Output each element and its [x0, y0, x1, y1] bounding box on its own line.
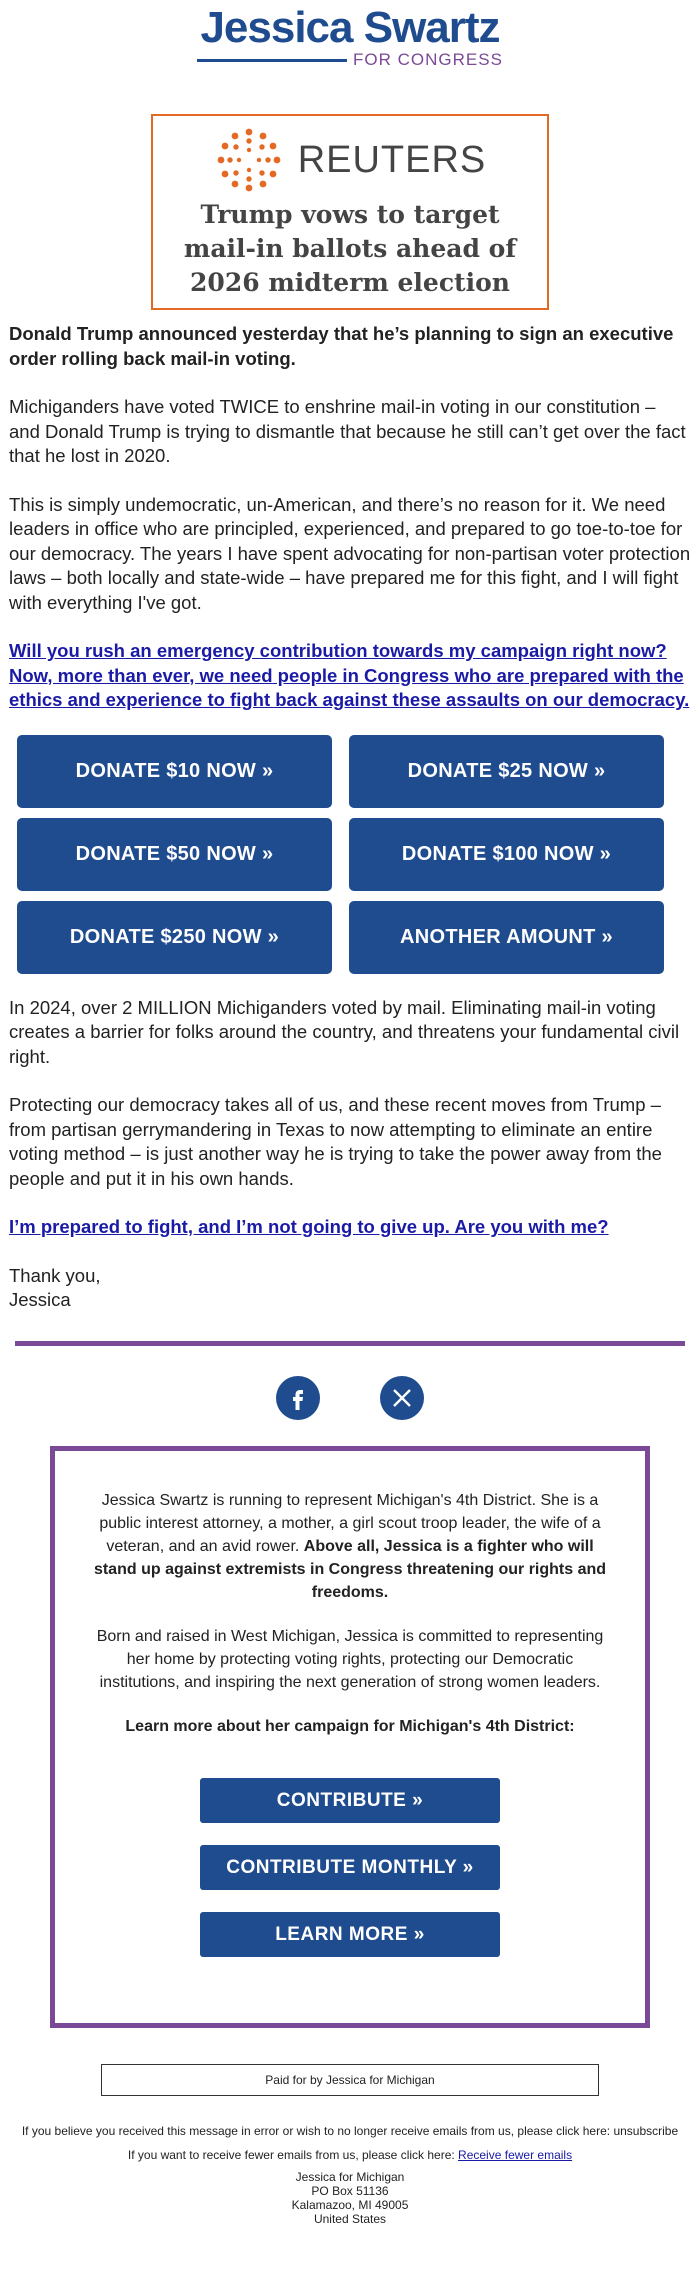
section-divider: [15, 1341, 685, 1346]
donate-50-button[interactable]: DONATE $50 NOW »: [17, 818, 332, 891]
contribute-monthly-button[interactable]: CONTRIBUTE MONTHLY »: [200, 1845, 500, 1890]
paragraph-2: Michiganders have voted TWICE to enshrine mail-in voting in our constitution – and Donald Trump is trying to dismantle that because he still can’t get over the fact that he lost in 2020.: [9, 396, 686, 466]
donate-other-amount-button[interactable]: ANOTHER AMOUNT »: [349, 901, 664, 974]
address-line-4: United States: [313, 2211, 387, 2226]
address-line-1: Jessica for Michigan: [295, 2169, 405, 2184]
fight-link[interactable]: I’m prepared to fight, and I’m not going to give up. Are you with me?: [9, 1216, 609, 1237]
paragraph-5: Protecting our democracy takes all of us, and these recent moves from Trump – from partisan gerrymandering in Texas to now attempting to eliminate an entire voting method – is just another way he is trying to take the power away from the people and put it in his own hands.: [9, 1094, 662, 1189]
learn-more-button[interactable]: LEARN MORE »: [200, 1912, 500, 1957]
letter-body: [0, 322, 700, 713]
logo-name: Jessica Swartz: [200, 3, 500, 52]
mailing-address: [0, 2170, 700, 2226]
logo-rule: [197, 59, 347, 62]
facebook-icon[interactable]: [276, 1376, 320, 1420]
bio-intro: Jessica Swartz is running to represent Michigan's 4th District. She is a public interest attorney, a mother, a girl scout troop leader, the wife of a veteran, and an avid rower.: [99, 1491, 601, 1555]
donate-10-button[interactable]: DONATE $10 NOW »: [17, 735, 332, 808]
contribute-button[interactable]: CONTRIBUTE »: [200, 1778, 500, 1823]
reuters-dots-icon: [214, 125, 284, 195]
donate-button-grid: [17, 735, 700, 974]
article-headline: Trump vows to target mail-in ballots ahead of 2026 midterm election: [183, 200, 517, 297]
address-line-3: Kalamazoo, MI 49005: [291, 2197, 409, 2212]
bio-box: [50, 1446, 650, 2028]
letter-body-continued: [0, 996, 700, 1313]
x-icon[interactable]: [380, 1376, 424, 1420]
fewer-emails-line: [0, 2148, 700, 2162]
bio-highlight: Above all, Jessica is a fighter who will stand up against extremists in Congress threatening our rights and freedoms.: [93, 1537, 607, 1601]
donate-250-button[interactable]: DONATE $250 NOW »: [17, 901, 332, 974]
address-line-2: PO Box 51136: [311, 2183, 389, 2198]
thanks-text: Thank you,: [9, 1264, 101, 1286]
signature: Jessica: [9, 1289, 71, 1310]
donate-25-button[interactable]: DONATE $25 NOW »: [349, 735, 664, 808]
article-card[interactable]: [151, 114, 549, 310]
paragraph-3: This is simply undemocratic, un-American, and there’s no reason for it. We need leaders in office who are principled, experienced, and prepared to go toe-to-toe for our democracy. The years I have spent advocating for non-partisan voter protection laws – both locally and state-wide – have prepared me for this fight, and I will fight with everything I've got.: [9, 493, 691, 613]
contribution-ask-link[interactable]: Will you rush an emergency contribution towards my campaign right now? Now, more than ever, we need people in Congress who are prepared with the ethics and experience to fight back against these assaults on our democracy.: [9, 640, 690, 710]
reuters-logo: [153, 130, 547, 190]
lead-paragraph: Donald Trump announced yesterday that he’s planning to sign an executive order rolling back mail-in voting.: [9, 323, 674, 369]
fewer-emails-link[interactable]: Receive fewer emails: [458, 2147, 573, 2162]
reuters-wordmark: REUTERS: [297, 138, 487, 181]
paragraph-4: In 2024, over 2 MILLION Michiganders voted by mail. Eliminating mail-in voting creates a barrier for folks around the country, and threatens your fundamental civil right.: [9, 996, 680, 1067]
bio-paragraph-2: Born and raised in West Michigan, Jessica is committed to representing her home by protecting voting rights, protecting our Democratic institutions, and inspiring the next generation of strong women leaders.: [96, 1627, 604, 1691]
bio-learn-more-text: Learn more about her campaign for Michigan's 4th District:: [125, 1717, 575, 1735]
campaign-logo[interactable]: [0, 0, 700, 69]
unsubscribe-text[interactable]: If you believe you received this message in error or wish to no longer receive emails from us, please click here: unsubscribe: [21, 2123, 679, 2138]
social-links: [0, 1376, 700, 1420]
fewer-emails-text: If you want to receive fewer emails from us, please click here:: [127, 2147, 459, 2162]
logo-sub: FOR CONGRESS: [353, 50, 503, 69]
closing: [9, 1264, 691, 1313]
paid-for-disclaimer: Paid for by Jessica for Michigan: [101, 2064, 599, 2096]
donate-100-button[interactable]: DONATE $100 NOW »: [349, 818, 664, 891]
bio-paragraph-1: [93, 1489, 607, 1604]
